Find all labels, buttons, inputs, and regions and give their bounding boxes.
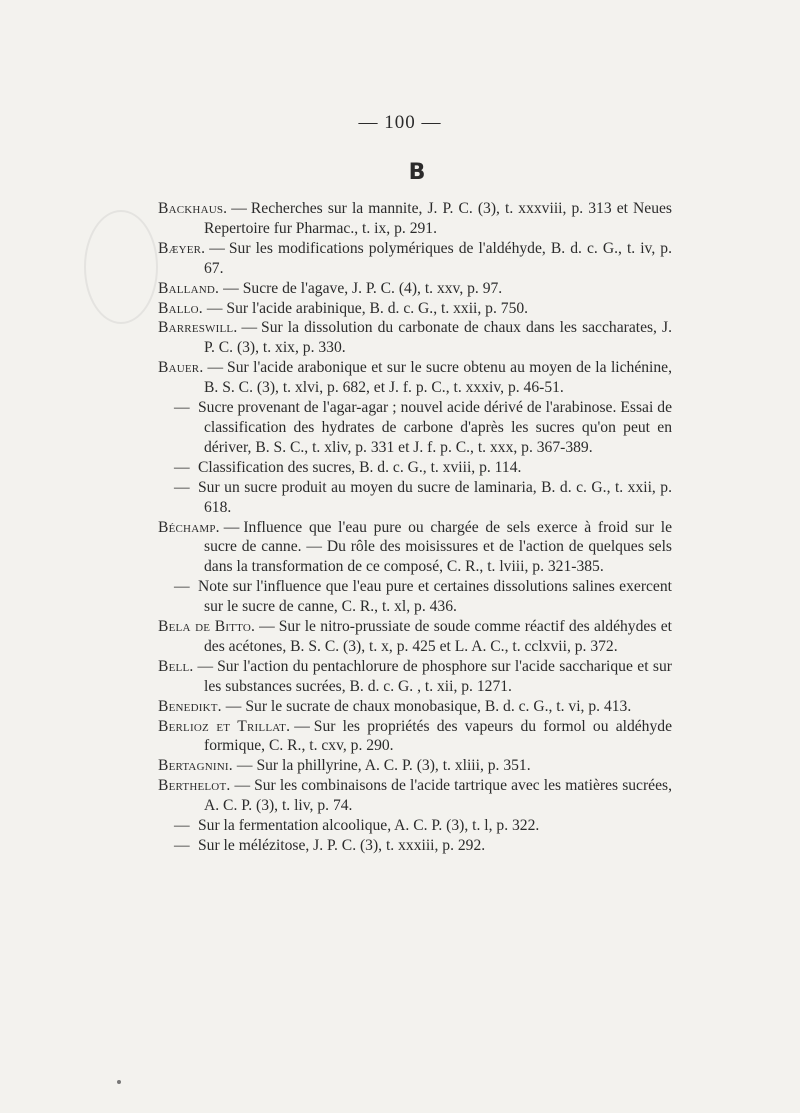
entry-text: Sur la phillyrine, A. C. P. (3), t. xliii, p. 351. bbox=[256, 757, 531, 775]
ditto-dash: — bbox=[174, 578, 190, 596]
entry-text: Sur le mélézitose, J. P. C. (3), t. xxxiii, p. 292. bbox=[198, 837, 486, 854]
entry-text: Note sur l'influence que l'eau pure et certaines dissolutions salines exercent sur le sucre de canne, C. R., t. xl, p. 436. bbox=[198, 578, 672, 616]
entry-text: Sur le nitro-prussiate de soude comme réactif des aldéhydes et des acétones, B. S. C. (3), t. x, p. 425 et L. A. C., t. cclxvii, p. 372. bbox=[204, 618, 672, 655]
bibliography-subentry bbox=[158, 478, 672, 518]
bibliography-entry: Berlioz et Trillat. — Sur les propriétés des vapeurs du formol ou aldéhyde formique, C. R., t. cxv, p. 290. bbox=[158, 717, 672, 755]
entry-author: Barreswill. bbox=[158, 319, 238, 337]
entry-author: Bæyer. bbox=[158, 239, 206, 257]
bibliography-entry: Barreswill. — Sur la dissolution du carbonate de chaux dans les saccharates, J. P. C. (3), t. xix, p. 330. bbox=[158, 319, 672, 357]
entry-text: Sur les propriétés des vapeurs du formol ou aldéhyde formique, C. R., t. cxv, p. 290. bbox=[204, 717, 672, 755]
entry-text: Sur l'acide arabinique, B. d. c. G., t. xxii, p. 750. bbox=[226, 299, 529, 317]
bibliography-list bbox=[158, 199, 672, 856]
ditto-dash: — bbox=[174, 837, 190, 854]
bibliography-entry: Bauer. — Sur l'acide arabonique et sur le sucre obtenu au moyen de la lichénine, B. S. C. (3), t. xlvi, p. 682, et J. f. p. C., t. xxxiv, p. 46-51. bbox=[158, 359, 672, 397]
entry-text: Sur les combinaisons de l'acide tartrique avec les matières sucrées, A. C. P. (3), t. liv, p. 74. bbox=[204, 777, 672, 815]
entry-text: Sur l'acide arabonique et sur le sucre obtenu au moyen de la lichénine, B. S. C. (3), t. xlvi, p. 682, et J. f. p. C., t. xxxiv, p. 46-51. bbox=[204, 359, 672, 397]
bibliography-subentry bbox=[158, 816, 672, 836]
paper-speck bbox=[117, 1080, 121, 1084]
bibliography-entry: Bæyer. — Sur les modifications polymériques de l'aldéhyde, B. d. c. G., t. iv, p. 67. bbox=[158, 239, 672, 277]
entry-text: Sur la dissolution du carbonate de chaux dans les saccharates, J. P. C. (3), t. xix, p. 330. bbox=[204, 319, 672, 357]
entry-text: Sur l'action du pentachlorure de phosphore sur l'acide saccharique et sur les substances sucrées, B. d. c. G. , t. xii, p. 1271. bbox=[204, 657, 672, 695]
bibliography-entry: Bertagnini. — Sur la phillyrine, A. C. P. (3), t. xliii, p. 351. bbox=[158, 757, 531, 775]
ditto-dash: — bbox=[174, 399, 190, 417]
bibliography-entry: Bela de Bitto. — Sur le nitro-prussiate de soude comme réactif des aldéhydes et des acétones, B. S. C. (3), t. x, p. 425 et L. A. C., t. cclxvii, p. 372. bbox=[158, 618, 672, 655]
entry-author: Balland. bbox=[158, 279, 220, 297]
page-number: — 100 — bbox=[358, 112, 442, 133]
ditto-dash: — bbox=[174, 817, 190, 835]
bibliography-entry: Berthelot. — Sur les combinaisons de l'acide tartrique avec les matières sucrées, A. C. P. (3), t. liv, p. 74. bbox=[158, 777, 672, 815]
entry-text: Sur le sucrate de chaux monobasique, B. d. c. G., t. vi, p. 413. bbox=[245, 697, 632, 715]
bibliography-subentry bbox=[158, 836, 672, 856]
entry-author: Bertagnini. bbox=[158, 757, 233, 775]
entry-text: Classification des sucres, B. d. c. G., t. xviii, p. 114. bbox=[198, 458, 522, 476]
entry-text: Sur les modifications polymériques de l'aldéhyde, B. d. c. G., t. iv, p. 67. bbox=[204, 239, 672, 277]
entry-author: Ballo. bbox=[158, 299, 203, 317]
bibliography-entry: Béchamp. — Influence que l'eau pure ou chargée de sels exerce à froid sur le sucre de canne. — Du rôle des moisissures et de l'action de quelques sels dans la transformation de ce composé, C. R., t. lviii, p. 321-385. bbox=[158, 518, 672, 576]
bibliography-entry: Benedikt. — Sur le sucrate de chaux monobasique, B. d. c. G., t. vi, p. 413. bbox=[158, 697, 632, 715]
bibliography-entry: Balland. — Sucre de l'agave, J. P. C. (4), t. xxv, p. 97. bbox=[158, 279, 503, 297]
bibliography-entry: Bell. — Sur l'action du pentachlorure de phosphore sur l'acide saccharique et sur les substances sucrées, B. d. c. G. , t. xii, p. 1271. bbox=[158, 657, 672, 695]
ditto-dash: — bbox=[174, 478, 190, 496]
entry-author: Bell. bbox=[158, 657, 194, 675]
section-letter: B bbox=[408, 160, 426, 185]
entry-text: Influence que l'eau pure ou chargée de sels exerce à froid sur le sucre de canne. — Du rôle des moisissures et de l'action de quelques sels dans la transformation de ce composé, C. R., t. lviii, p. 321-385. bbox=[204, 518, 672, 576]
entry-text: Sur un sucre produit au moyen du sucre de laminaria, B. d. c. G., t. xxii, p. 618. bbox=[198, 478, 672, 516]
bibliography-subentry bbox=[158, 577, 672, 617]
ditto-dash: — bbox=[174, 458, 190, 476]
entry-text: Recherches sur la mannite, J. P. C. (3), t. xxxviii, p. 313 et Neues Repertoire fur Pharmac., t. ix, p. 291. bbox=[204, 200, 672, 237]
entry-author: Berthelot. bbox=[158, 777, 231, 795]
entry-author: Béchamp. bbox=[158, 518, 220, 536]
entry-author: Benedikt. bbox=[158, 697, 222, 715]
bibliography-entry: Backhaus. — Recherches sur la mannite, J. P. C. (3), t. xxxviii, p. 313 et Neues Repertoire fur Pharmac., t. ix, p. 291. bbox=[158, 200, 672, 237]
bibliography-subentry bbox=[158, 458, 672, 478]
entry-author: Bauer. bbox=[158, 359, 204, 377]
entry-text: Sucre de l'agave, J. P. C. (4), t. xxv, p. 97. bbox=[242, 279, 503, 297]
entry-text: Sur la fermentation alcoolique, A. C. P. (3), t. l, p. 322. bbox=[198, 817, 540, 835]
entry-author: Berlioz et Trillat. bbox=[158, 717, 291, 735]
entry-author: Backhaus. bbox=[158, 200, 228, 217]
library-stamp-faint bbox=[84, 210, 158, 324]
entry-author: Bela de Bitto. bbox=[158, 618, 256, 636]
bibliography-subentry bbox=[158, 398, 672, 458]
bibliography-entry: Ballo. — Sur l'acide arabinique, B. d. c. G., t. xxii, p. 750. bbox=[158, 299, 529, 317]
entry-text: Sucre provenant de l'agar-agar ; nouvel acide dérivé de l'arabinose. Essai de classification des hydrates de carbone d'après les sucres qu'on peut en dériver, B. S. C., t. xliv, p. 331 et J. f. p. C., t. xxx, p. 367-389. bbox=[198, 399, 672, 456]
